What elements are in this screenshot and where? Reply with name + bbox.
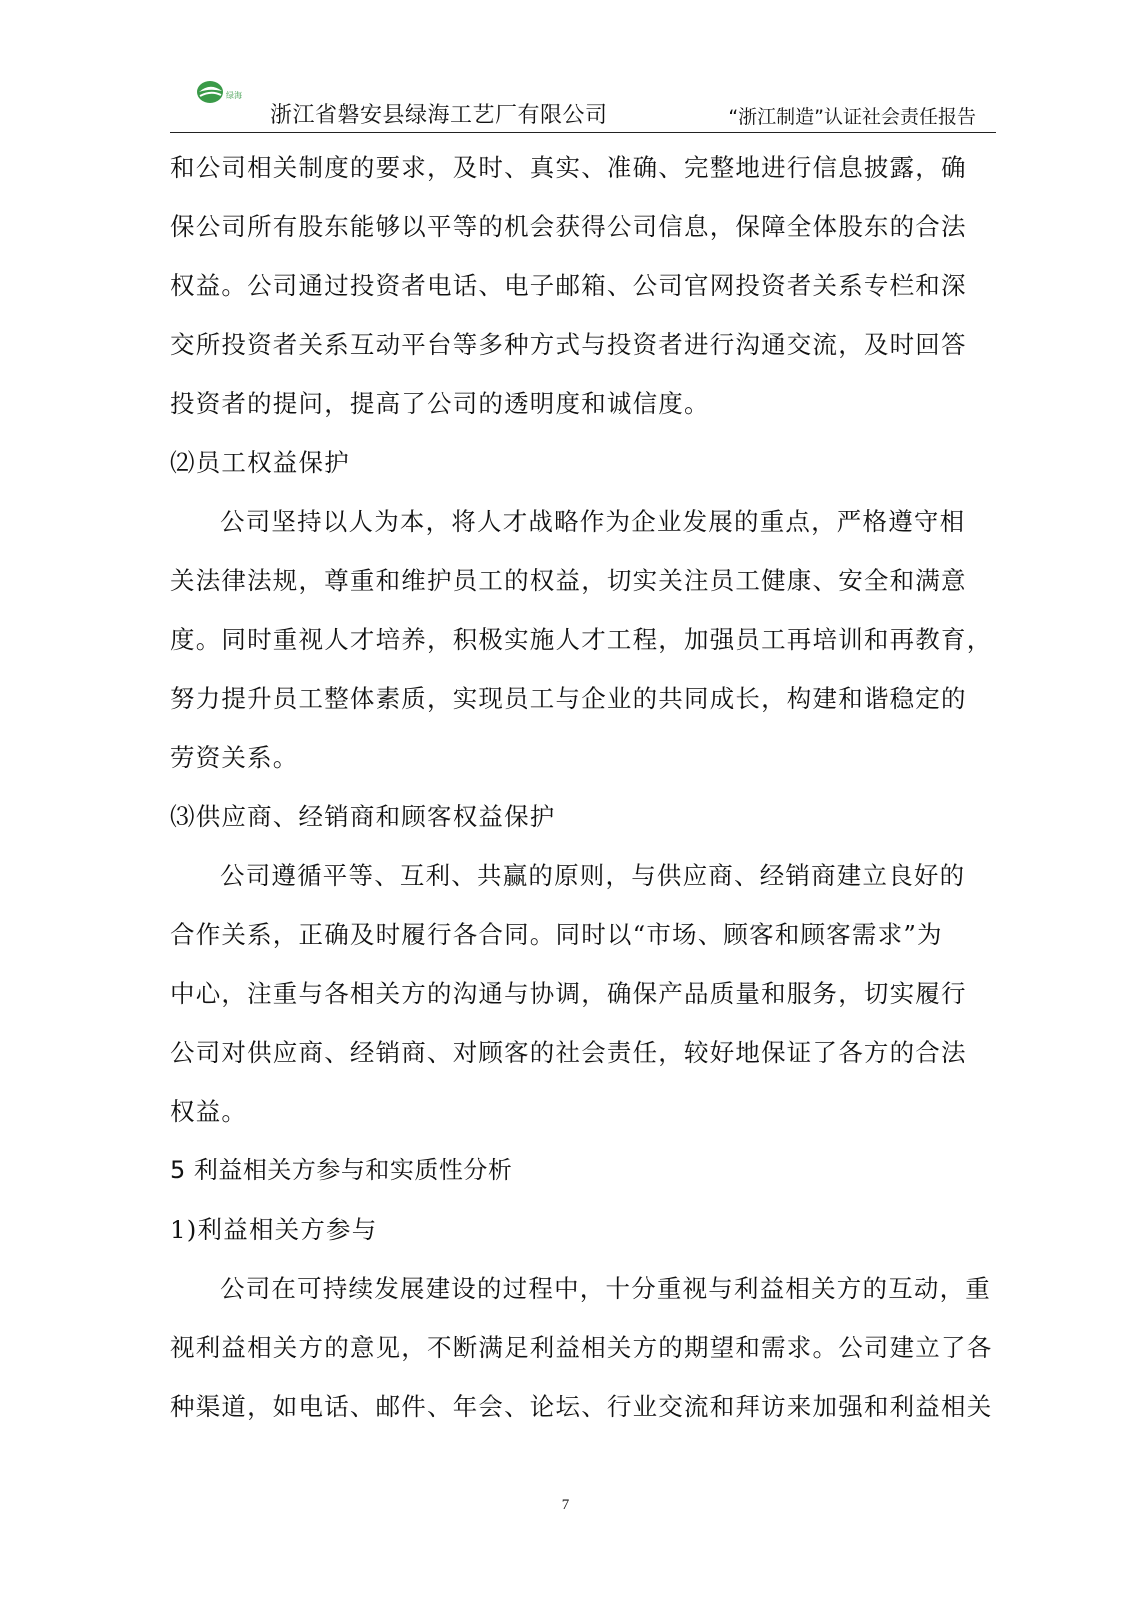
paragraph-line: 公司遵循平等、互利、共赢的原则，与供应商、经销商建立良好的 xyxy=(220,861,966,890)
paragraph-line: 中心，注重与各相关方的沟通与协调，确保产品质量和服务，切实履行 xyxy=(170,979,967,1008)
paragraph-line: 权益。公司通过投资者电话、电子邮箱、公司官网投资者关系专栏和深 xyxy=(170,271,967,300)
paragraph-line: 公司坚持以人为本，将人才战略作为企业发展的重点，严格遵守相 xyxy=(220,507,966,536)
logo-text: 绿海 xyxy=(226,91,242,100)
page-header xyxy=(170,70,996,133)
company-name: 浙江省磐安县绿海工艺厂有限公司 xyxy=(270,103,608,128)
report-title: “浙江制造”认证社会责任报告 xyxy=(728,106,976,128)
paragraph-line: 努力提升员工整体素质，实现员工与企业的共同成长，构建和谐稳定的 xyxy=(170,684,967,713)
paragraph-line: 种渠道，如电话、邮件、年会、论坛、行业交流和拜访来加强和利益相关 xyxy=(170,1392,993,1421)
paragraph-line: 视利益相关方的意见，不断满足利益相关方的期望和需求。公司建立了各 xyxy=(170,1333,993,1362)
page-number: 7 xyxy=(561,1497,570,1513)
paragraph-line: 和公司相关制度的要求，及时、真实、准确、完整地进行信息披露，确 xyxy=(170,153,967,182)
paragraph-line: 交所投资者关系互动平台等多种方式与投资者进行沟通交流，及时回答 xyxy=(170,330,967,359)
subheading: 1)利益相关方参与 xyxy=(170,1215,378,1244)
paragraph-line: 劳资关系。 xyxy=(170,743,299,772)
subheading: ⑶供应商、经销商和顾客权益保护 xyxy=(170,802,556,831)
paragraph-line: 投资者的提问，提高了公司的透明度和诚信度。 xyxy=(170,389,710,418)
paragraph-line: 公司对供应商、经销商、对顾客的社会责任，较好地保证了各方的合法 xyxy=(170,1038,967,1067)
paragraph-line: 度。同时重视人才培养，积极实施人才工程，加强员工再培训和再教育， xyxy=(170,625,993,654)
paragraph-line: 保公司所有股东能够以平等的机会获得公司信息，保障全体股东的合法 xyxy=(170,212,967,241)
section-heading: 5 利益相关方参与和实质性分析 xyxy=(170,1156,513,1184)
paragraph-line: 关法律法规，尊重和维护员工的权益，切实关注员工健康、安全和满意 xyxy=(170,566,967,595)
paragraph-line: 权益。 xyxy=(170,1097,248,1126)
paragraph-line: 公司在可持续发展建设的过程中，十分重视与利益相关方的互动，重 xyxy=(220,1274,991,1303)
subheading: ⑵员工权益保护 xyxy=(170,448,350,477)
paragraph-line: 合作关系，正确及时履行各合同。同时以“市场、顾客和顾客需求”为 xyxy=(170,920,943,949)
document-body xyxy=(170,138,996,1436)
